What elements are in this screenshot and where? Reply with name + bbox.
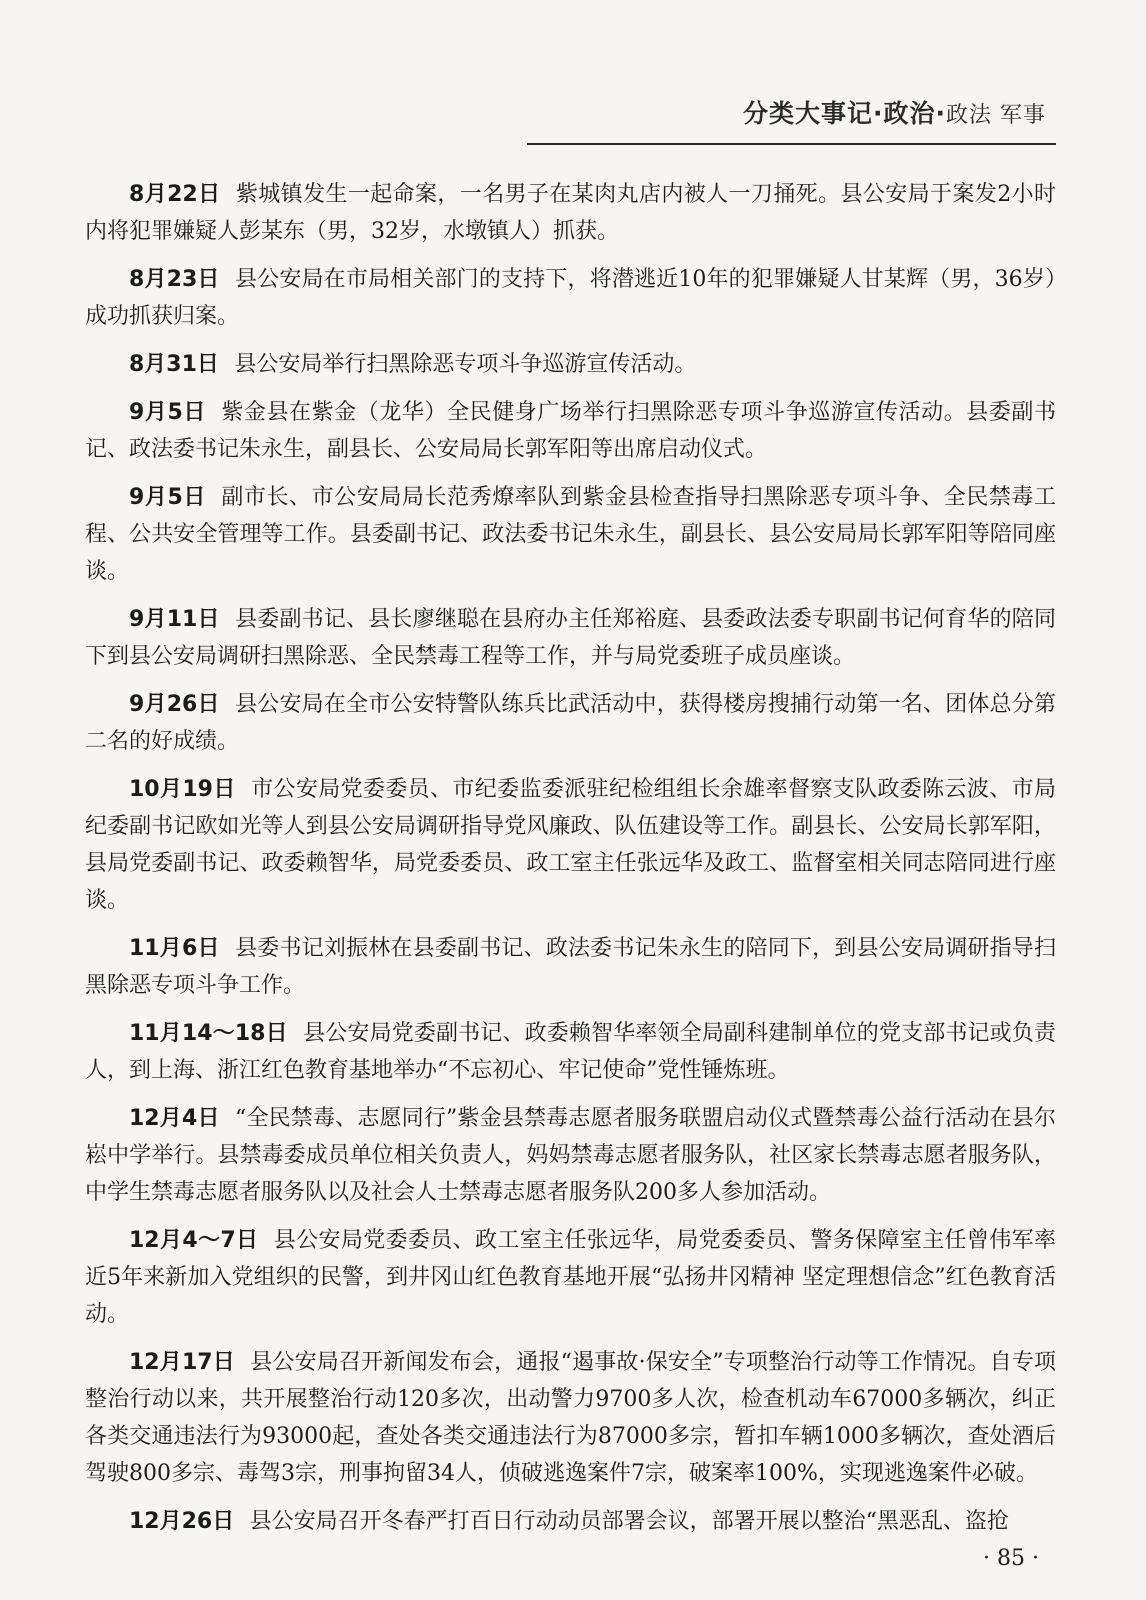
entry	[85, 601, 1056, 675]
header-subcategory: 政法 军事	[946, 103, 1046, 128]
entry-text: “全民禁毒、志愿同行”紫金县禁毒志愿者服务联盟启动仪式暨禁毒公益行活动在县尔崧中学举行。县禁毒委成员单位相关负责人，妈妈禁毒志愿者服务队，社区家长禁毒志愿者服务队，中学生禁毒志愿者服务队以及社会人士禁毒志愿者服务队200多人参加活动。	[85, 1106, 1056, 1205]
entry	[85, 1015, 1056, 1089]
entry-date: 8月31日	[129, 352, 219, 377]
entry-text: 县公安局在全市公安特警队练兵比武活动中，获得楼房搜捕行动第一名、团体总分第二名的好成绩。	[85, 692, 1056, 754]
entry-text: 县公安局党委委员、政工室主任张远华，局党委委员、警务保障室主任曾伟军率近5年来新加入党组织的民警，到井冈山红色教育基地开展“弘扬井冈精神 坚定理想信念”红色教育活动。	[85, 1228, 1056, 1327]
entry-date: 9月11日	[129, 607, 220, 632]
entry-date: 12月4日	[129, 1106, 220, 1131]
entry-date: 12月26日	[129, 1509, 235, 1534]
entry-text: 县公安局召开冬春严打百日行动动员部署会议，部署开展以整治“黑恶乱、盗抢	[249, 1509, 1009, 1534]
entry	[85, 686, 1056, 760]
entry	[85, 261, 1056, 335]
entry-date: 11月14～18日	[129, 1021, 288, 1046]
entry	[85, 1100, 1056, 1211]
chronicle-body	[85, 176, 1056, 1551]
entry-date: 11月6日	[129, 936, 220, 961]
running-header	[743, 94, 1046, 130]
entry-text: 县委书记刘振林在县委副书记、政法委书记朱永生的陪同下，到县公安局调研指导扫黑除恶专项斗争工作。	[85, 936, 1056, 998]
entry	[85, 1344, 1056, 1492]
entry-date: 9月5日	[129, 400, 206, 425]
entry	[85, 771, 1056, 919]
entry-date: 9月26日	[129, 692, 220, 717]
entry-text: 紫金县在紫金（龙华）全民健身广场举行扫黑除恶专项斗争巡游宣传活动。县委副书记、政法委书记朱永生，副县长、公安局局长郭军阳等出席启动仪式。	[85, 400, 1056, 462]
entry	[85, 1503, 1056, 1540]
entry-date: 10月19日	[129, 777, 236, 802]
entry-text: 县公安局举行扫黑除恶专项斗争巡游宣传活动。	[234, 352, 697, 377]
page-number: · 85 ·	[983, 1546, 1039, 1571]
entry-date: 8月23日	[129, 267, 220, 292]
header-rule	[527, 143, 1056, 145]
entry-text: 市公安局党委委员、市纪委监委派驻纪检组组长余雄率督察支队政委陈云波、市局纪委副书记欧如光等人到县公安局调研指导党风廉政、队伍建设等工作。副县长、公安局长郭军阳，县局党委副书记、政委赖智华，局党委委员、政工室主任张远华及政工、监督室相关同志陪同进行座谈。	[85, 777, 1056, 913]
entry-date: 12月17日	[129, 1350, 235, 1375]
entry-text: 县公安局召开新闻发布会，通报“遏事故·保安全”专项整治行动等工作情况。自专项整治行动以来，共开展整治行动120多次，出动警力9700多人次，检查机动车67000多辆次，纠正各类交通违法行为93000起，查处各类交通违法行为87000多宗，暂扣车辆1000多辆次，查处酒后驾驶800多宗、毒驾3宗，刑事拘留34人，侦破逃逸案件7宗，破案率100%，实现逃逸案件必破。	[85, 1350, 1056, 1486]
entry-text: 副市长、市公安局局长范秀燎率队到紫金县检查指导扫黑除恶专项斗争、全民禁毒工程、公共安全管理等工作。县委副书记、政法委书记朱永生，副县长、县公安局局长郭军阳等陪同座谈。	[85, 485, 1056, 584]
entry	[85, 346, 1056, 383]
entry-date: 9月5日	[129, 485, 206, 510]
entry-date: 8月22日	[129, 182, 221, 207]
entry	[85, 394, 1056, 468]
entry-text: 县公安局党委副书记、政委赖智华率领全局副科建制单位的党支部书记或负责人，到上海、浙江红色教育基地举办“不忘初心、牢记使命”党性锤炼班。	[85, 1021, 1056, 1083]
entry	[85, 1222, 1056, 1333]
entry	[85, 930, 1056, 1004]
entry-text: 县公安局在市局相关部门的支持下，将潜逃近10年的犯罪嫌疑人甘某辉（男，36岁）成功抓获归案。	[85, 267, 1056, 329]
entry-text: 紫城镇发生一起命案，一名男子在某肉丸店内被人一刀捅死。县公安局于案发2小时内将犯罪嫌疑人彭某东（男，32岁，水墩镇人）抓获。	[85, 182, 1056, 244]
header-category: 分类大事记·政治·	[743, 99, 946, 128]
entry	[85, 176, 1056, 250]
entry-date: 12月4～7日	[129, 1228, 259, 1253]
entry-text: 县委副书记、县长廖继聪在县府办主任郑裕庭、县委政法委专职副书记何育华的陪同下到县公安局调研扫黑除恶、全民禁毒工程等工作，并与局党委班子成员座谈。	[85, 607, 1056, 669]
entry	[85, 479, 1056, 590]
